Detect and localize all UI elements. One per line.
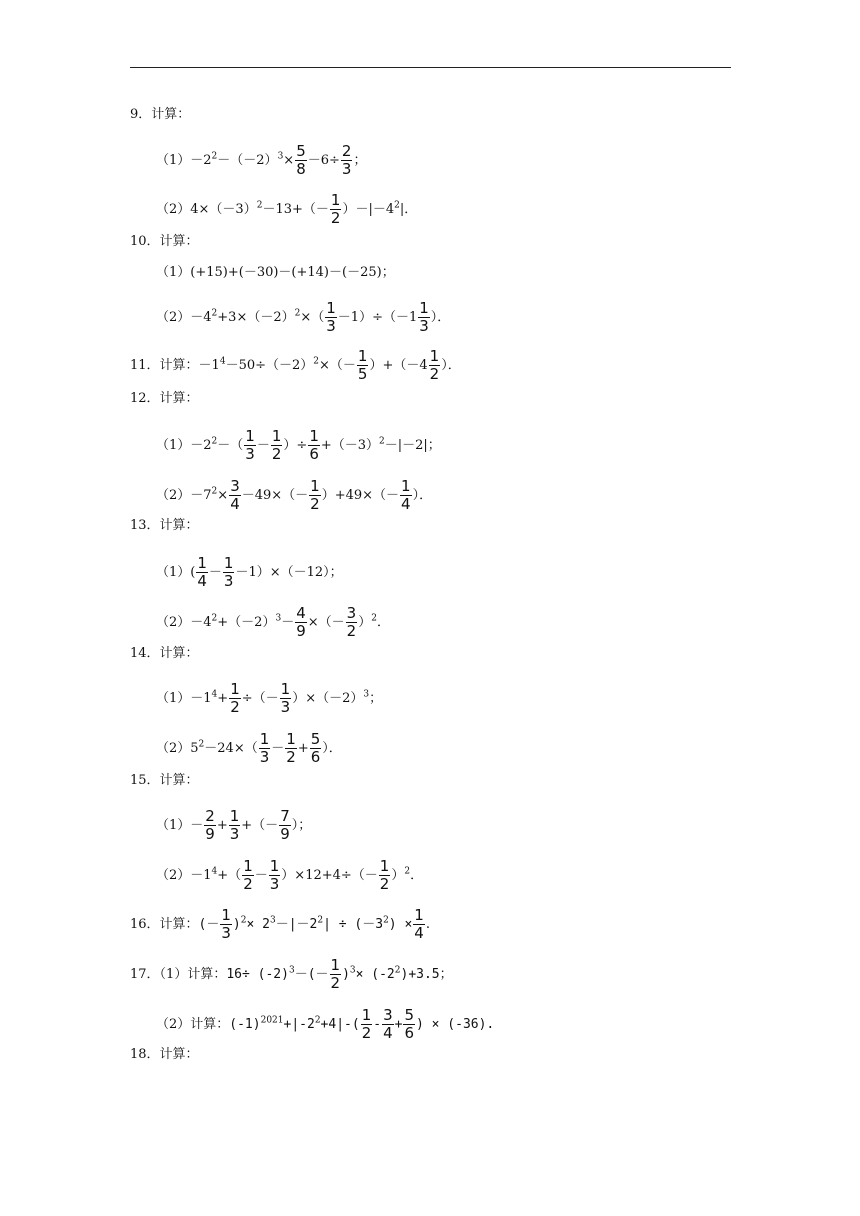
header-rule: [130, 67, 731, 68]
fraction: $\frac{2}{9}$: [205, 807, 215, 843]
problem-15-title: 15．计算：: [130, 773, 199, 788]
problem-13-part-2: $(2)-4^2+(-2)^3-$ $\frac{4}{9}$ ×（－ $\frac{3}{2}$ ）$^2$．: [156, 604, 390, 640]
fraction: $\frac{1}{2}$: [230, 680, 240, 716]
fraction: $\frac{1}{3}$: [269, 857, 280, 893]
problem-18-title: 18．计算：: [130, 1047, 199, 1062]
problem-15-part-2: $(2)-1^4+$（ $\frac{1}{2}$ － $\frac{1}{3}$ ）×12+4÷（－ $\frac{1}{2}$ ）$^2$．: [156, 857, 424, 893]
problem-12-part-2: $(2)-7^2\times$ $\frac{3}{4}$ －49×（－ $\frac{1}{2}$ ）+49×（－ $\frac{1}{4}$ ）．: [156, 477, 433, 513]
problem-9-part-1: $(1)-2^2-(-2)^3\times$ $\frac{5}{8}$ －6÷ $\frac{2}{3}$ ；: [156, 142, 367, 178]
fraction: $\frac{1}{2}$: [429, 347, 440, 383]
fraction: $\frac{7}{9}$: [280, 807, 290, 843]
problem-15-part-1: （1）－ $\frac{2}{9}$ + $\frac{1}{3}$ +（－ $\frac{7}{9}$ ）；: [156, 807, 312, 843]
fraction: $\frac{1}{2}$: [286, 730, 296, 766]
fraction: $\frac{1}{5}$: [357, 347, 368, 383]
problem-17-part-1: 17．（1）计算：$16\div (-2)^3-(-$ $\frac{1}{2}$ )$^3\times (-2^2)+3.5$；: [130, 956, 453, 992]
fraction: $\frac{1}{6}$: [309, 427, 319, 463]
problem-16: 16．计算：(－ $\frac{1}{3}$ )$^2\times 2^3-|-2^2| \div (-3^2)$ × $\frac{1}{4}$ .: [130, 906, 430, 942]
problem-10-part-2: $(2)-4^2+3\times(-2)^2\times$（ $\frac{1}{3}$ －1）÷（－1 $\frac{1}{3}$ ）．: [156, 299, 451, 335]
problem-12-part-1: $(1)-2^2-$（ $\frac{1}{3}$ － $\frac{1}{2}$ ）÷ $\frac{1}{6}$ $+(-3)^2-|-2|$；: [156, 427, 441, 463]
fraction: $\frac{1}{2}$: [330, 191, 341, 227]
fraction: $\frac{3}{2}$: [346, 604, 357, 640]
fraction: $\frac{1}{3}$: [245, 427, 255, 463]
problem-13-part-1: （1）( $\frac{1}{4}$ － $\frac{1}{3}$ －1）×（－12）；: [156, 554, 343, 590]
fraction: $\frac{1}{3}$: [419, 299, 429, 335]
problem-9-title: 9．计算：: [130, 107, 191, 122]
fraction: $\frac{1}{2}$: [310, 477, 320, 513]
fraction: $\frac{1}{2}$: [361, 1006, 372, 1042]
problem-12-title: 12．计算：: [130, 391, 199, 406]
problem-13-title: 13．计算：: [130, 518, 199, 533]
fraction: $\frac{4}{9}$: [296, 604, 306, 640]
fraction: $\frac{1}{3}$: [280, 680, 291, 716]
fraction: $\frac{5}{6}$: [310, 730, 321, 766]
problem-14-part-2: $(2)5^2-24\times$（ $\frac{1}{3}$ － $\frac{1}{2}$ + $\frac{5}{6}$ ）．: [156, 730, 342, 766]
fraction: $\frac{1}{3}$: [223, 554, 234, 590]
problem-14-title: 14．计算：: [130, 646, 199, 661]
fraction: $\frac{1}{2}$: [271, 427, 282, 463]
problem-17-part-2: （2）计算：$(-1)^{2021}+|-2^2+4|-$( $\frac{1}{2}$ - $\frac{3}{4}$ + $\frac{5}{6}$ ) × (-36).: [156, 1006, 495, 1042]
fraction: $\frac{3}{4}$: [230, 477, 240, 513]
fraction: $\frac{2}{3}$: [341, 142, 352, 178]
problem-10-title: 10．计算：: [130, 234, 199, 249]
fraction: $\frac{1}{2}$: [243, 857, 253, 893]
problem-10-part-1: （1）(+15)+(－30)－(+14)－(－25)；: [156, 265, 395, 280]
fraction: $\frac{1}{3}$: [229, 807, 240, 843]
fraction: $\frac{1}{4}$: [401, 477, 411, 513]
fraction: $\frac{1}{4}$: [197, 554, 207, 590]
problem-14-part-1: $(1)-1^4+$ $\frac{1}{2}$ ÷（－ $\frac{1}{3}$ ）$\times(-2)^3$；: [156, 680, 383, 716]
fraction: $\frac{5}{6}$: [404, 1006, 414, 1042]
fraction: $\frac{3}{4}$: [383, 1006, 393, 1042]
fraction: $\frac{1}{3}$: [326, 299, 336, 335]
fraction: $\frac{1}{2}$: [379, 857, 390, 893]
fraction: $\frac{1}{4}$: [414, 906, 424, 942]
fraction: $\frac{5}{8}$: [296, 142, 306, 178]
fraction: $\frac{1}{3}$: [221, 906, 231, 942]
problem-9-part-2: $(2)4\times(-3)^2-13+(-$ $\frac{1}{2}$ ）$-|-4^2|$．: [156, 191, 418, 227]
fraction: $\frac{1}{2}$: [330, 956, 341, 992]
problem-11: 11．计算：$-1^4-50\div(-2)^2\times(-$ $\frac{1}{5}$ ）+（－4 $\frac{1}{2}$ ）．: [130, 347, 461, 383]
fraction: $\frac{1}{3}$: [259, 730, 270, 766]
